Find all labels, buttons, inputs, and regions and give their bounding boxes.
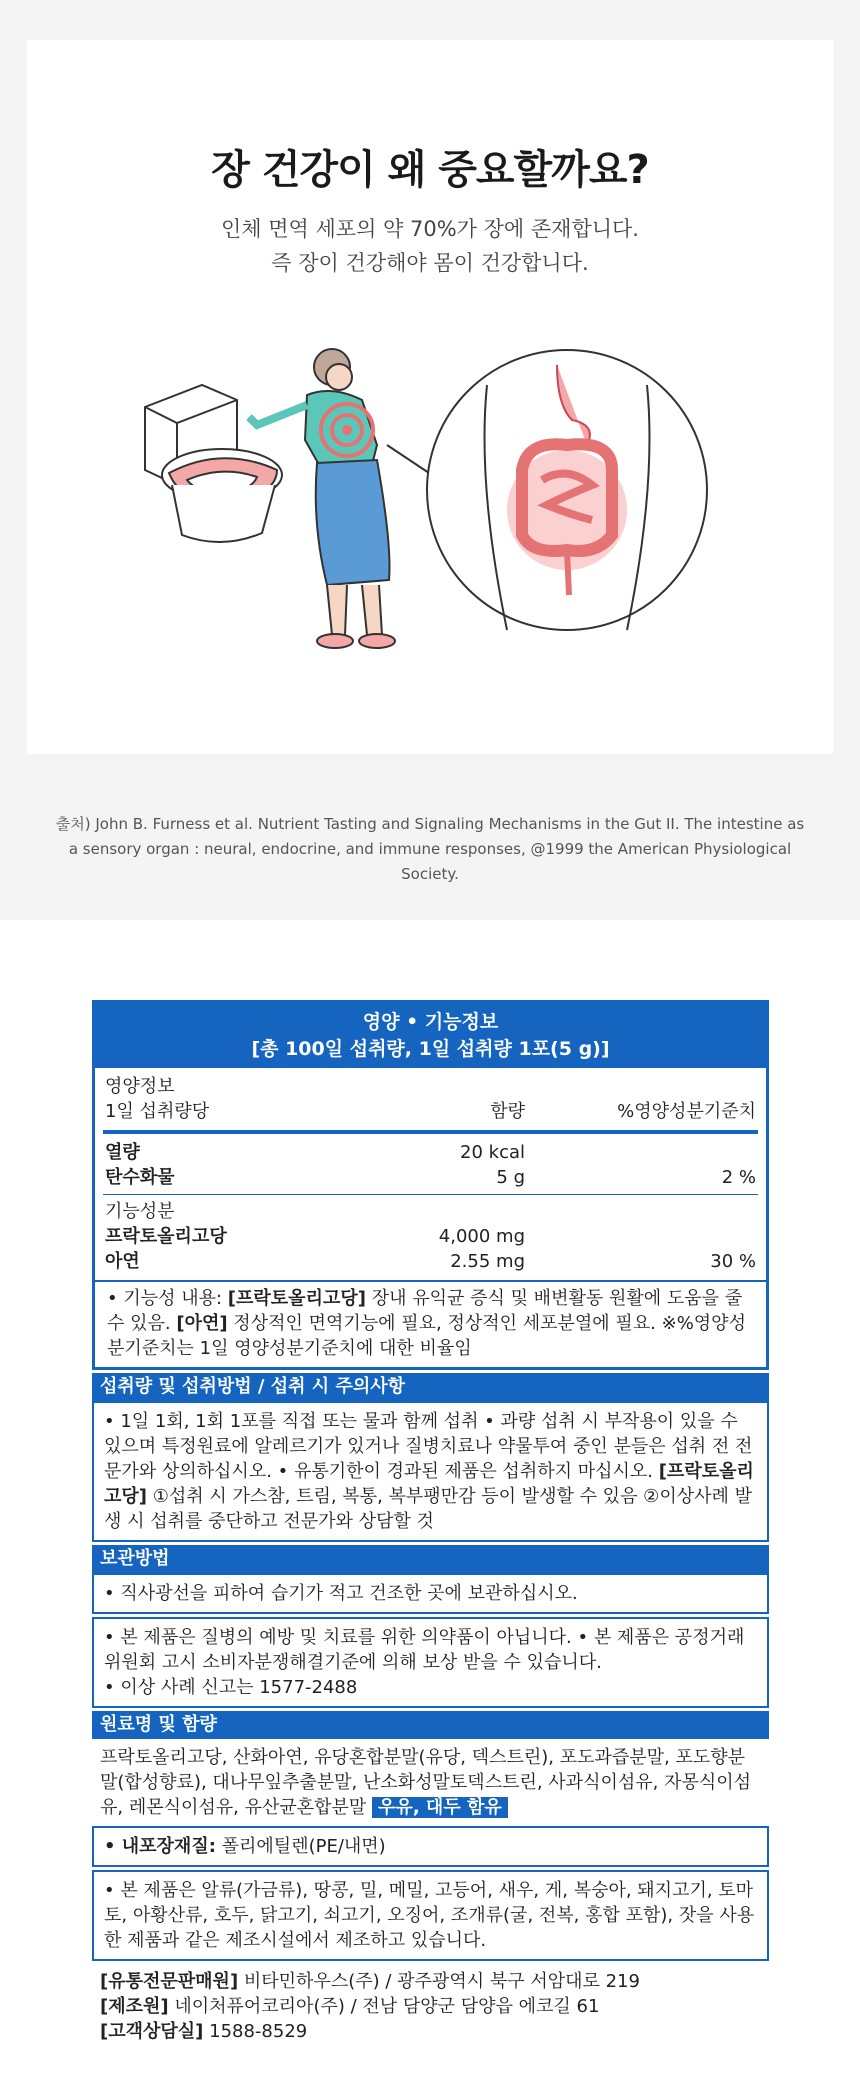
source-citation (40, 812, 820, 887)
daily-value-header: %영양성분기준치 (617, 1101, 756, 1122)
note-ingredient-2: [아연] (176, 1313, 228, 1334)
nutrient-row (95, 1165, 766, 1190)
functional-amount: 2.55 mg (450, 1251, 525, 1272)
intake-heading: 섭취량 및 섭취방법 / 섭취 시 주의사항 (92, 1373, 769, 1401)
gut-health-illustration (127, 345, 767, 705)
per-serving-label: 1일 섭취량당 (105, 1101, 210, 1122)
nutrition-info (92, 1000, 769, 2050)
nutrient-pct: 2 % (721, 1167, 756, 1188)
intake-ingredient: [프락토올리고당] (104, 1461, 754, 1507)
nutrition-subtitle: [총 100일 섭취량, 1일 섭취량 1포(5 g)] (251, 1038, 610, 1060)
nutrient-amount: 5 g (496, 1167, 525, 1188)
source-line-1: 출처) John B. Furness et al. Nutrient Tasting and Signaling Mechanisms in the Gut II. The intestine as (55, 815, 805, 833)
info-section (0, 0, 860, 920)
nutrition-label-row (95, 1074, 766, 1099)
functional-note (95, 1280, 766, 1367)
note-ingredient-1: [프락토올리고당] (227, 1288, 366, 1309)
nutrition-label: 영양정보 (105, 1076, 175, 1097)
report-text: • 이상 사례 신고는 1577-2488 (104, 1677, 358, 1698)
maker-label: [제조원] (100, 1996, 169, 2017)
functional-label-row (95, 1199, 766, 1224)
functional-row (95, 1224, 766, 1249)
functional-pct: 30 % (710, 1251, 756, 1272)
functional-row (95, 1249, 766, 1274)
nutrition-header (95, 1003, 766, 1068)
intake-text (92, 1401, 769, 1542)
cs-value: 1588-8529 (203, 2021, 308, 2042)
note-text-2: 정상적인 면역기능에 필요, 정상적인 세포분열에 필요. ※%영양성분기준치는 1일 영양성분기준치에 대한 비율임 (107, 1313, 746, 1359)
notice-text: • 본 제품은 질병의 예방 및 치료를 위한 의약품이 아닙니다. • 본 제품은 공정거래위원회 고시 소비자분쟁해결기준에 의해 보상 받을 수 있습니다. (104, 1627, 745, 1673)
nutrient-amount: 20 kcal (460, 1142, 525, 1163)
functional-amount: 4,000 mg (438, 1226, 525, 1247)
notice-box (92, 1617, 769, 1708)
ingredients-text (92, 1739, 769, 1826)
divider (103, 1194, 758, 1195)
source-line-2: a sensory organ : neural, endocrine, and immune responses, @1999 the American Physiological Society. (68, 840, 792, 883)
packaging-value: 폴리에틸렌(PE/내면) (215, 1836, 386, 1857)
allergen-badge: 우유, 대두 함유 (372, 1797, 508, 1818)
packaging-label: • 내포장재질: (104, 1836, 216, 1857)
page-title: 장 건강이 왜 중요할까요? (211, 147, 649, 193)
company-info (92, 1961, 769, 2050)
hero-line-1: 인체 면역 세포의 약 70%가 장에 존재합니다. (221, 217, 639, 241)
ingredients-heading: 원료명 및 함량 (92, 1711, 769, 1739)
nutrition-panel (92, 1000, 769, 1370)
functional-name: 아연 (105, 1251, 140, 1272)
hero-description (27, 212, 833, 280)
storage-heading: 보관방법 (92, 1545, 769, 1573)
cs-line (100, 2019, 761, 2044)
nutrient-pct (525, 1140, 756, 1165)
seller-value: 비타민하우스(주) / 광주광역시 북구 서암대로 219 (238, 1971, 640, 1992)
divider (103, 1130, 758, 1134)
ingredients-list: 프락토올리고당, 산화아연, 유당혼합분말(유당, 덱스트린), 포도과즙분말, 포도향분말(합성향료), 대나무잎추출분말, 난소화성말토덱스트린, 사과식이섬유, 자몽식이섬유, 레몬식이섬유, 유산균혼합분말 (100, 1747, 752, 1818)
allergy-notice: • 본 제품은 알류(가금류), 땅콩, 밀, 메밀, 고등어, 새우, 게, 복숭아, 돼지고기, 토마토, 아황산류, 호두, 닭고기, 쇠고기, 오징어, 조개류(굴, 전복, 홍합 포함), 잣을 사용한 제품과 같은 제조시설에서 제조하고 있습니다. (92, 1870, 769, 1961)
maker-value: 네이처퓨어코리아(주) / 전남 담양군 담양읍 에코길 61 (168, 1996, 600, 2017)
cs-label: [고객상담실] (100, 2021, 204, 2042)
hero-line-2: 즉 장이 건강해야 몸이 건강합니다. (271, 251, 589, 275)
nutrient-name: 탄수화물 (105, 1167, 175, 1188)
nutrition-title: 영양 • 기능정보 (362, 1011, 499, 1033)
note-text-1: 장내 유익균 증식 및 배변활동 원활에 도움을 줄 수 있음. (107, 1288, 743, 1334)
maker-line (100, 1994, 761, 2019)
note-prefix: • 기능성 내용: (107, 1288, 228, 1309)
nutrition-column-header (95, 1099, 766, 1124)
nutrient-row (95, 1140, 766, 1165)
intake-text-1: • 1일 1회, 1회 1포를 직접 또는 물과 함께 섭취 • 과량 섭취 시 부작용이 있을 수 있으며 특정원료에 알레르기가 있거나 질병치료나 약물투여 중인 분들은 섭취 전 전문가와 상의하십시오. • 유통기한이 경과된 제품은 섭취하지 마십시오. (104, 1411, 753, 1482)
storage-text: • 직사광선을 피하여 습기가 적고 건조한 곳에 보관하십시오. (92, 1573, 769, 1614)
amount-header: 함량 (490, 1101, 525, 1122)
intestine-illustration (427, 350, 707, 630)
toilet-illustration (145, 385, 282, 542)
nutrient-name: 열량 (105, 1142, 140, 1163)
intake-text-2: ①섭취 시 가스참, 트림, 복통, 복부팽만감 등이 발생할 수 있음 ②이상사례 발생 시 섭취를 중단하고 전문가와 상담할 것 (104, 1486, 752, 1532)
illustration-card (27, 40, 833, 754)
functional-pct (525, 1224, 756, 1249)
seller-line (100, 1969, 761, 1994)
functional-label: 기능성분 (105, 1201, 175, 1222)
seller-label: [유통전문판매원] (100, 1971, 239, 1992)
packaging-box (92, 1826, 769, 1867)
functional-name: 프락토올리고당 (105, 1226, 227, 1247)
